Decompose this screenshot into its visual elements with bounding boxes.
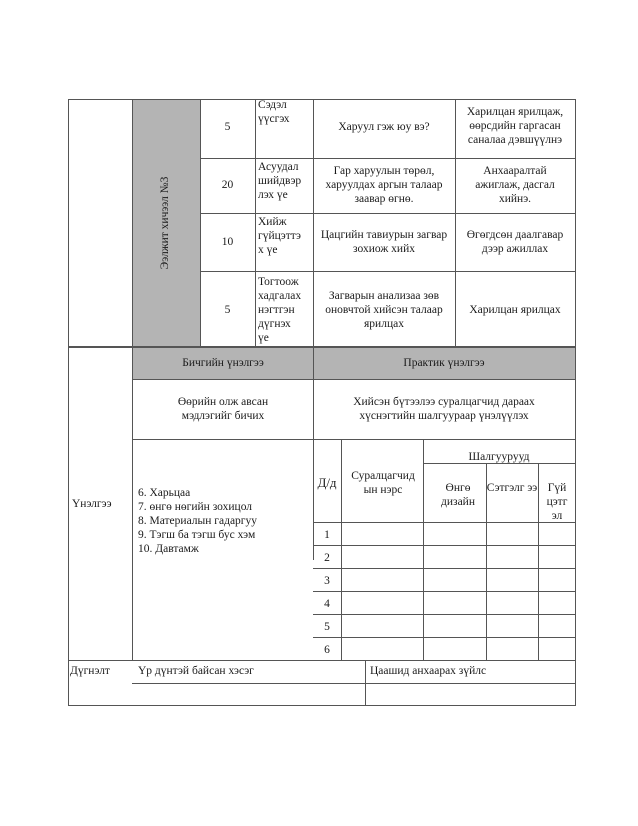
- minutes: 5: [224, 121, 231, 133]
- grid-line: [341, 439, 342, 660]
- grid-line: [132, 683, 576, 684]
- conclusion-good: Үр дүнтэй байсан хэсэг: [138, 665, 254, 677]
- method: Анхааралтай ажиглаж, дасгал хийнэ.: [475, 165, 555, 205]
- assessment-label: Үнэлгээ: [72, 498, 112, 510]
- list-item: 7. өнгө нөгийн зохицол: [138, 501, 253, 513]
- grid-line: [68, 705, 576, 706]
- grid-line: [255, 99, 256, 346]
- stage-label: Ээлжит хичээл №3: [159, 176, 171, 270]
- grid-line: [68, 660, 576, 661]
- content: Цацгийн тавиурын загвар зохиож хийх: [320, 229, 448, 255]
- activity: Тогтоож хадгалах нэгтгэн дүгнэх үе: [258, 276, 302, 344]
- activity: Асуудал шийдвэр лэх үе: [258, 161, 302, 201]
- grid-line: [423, 439, 424, 660]
- content: Гар харуулын төрөл, харуулдах аргын талаар заавар өгнө.: [325, 165, 443, 205]
- criterion-3: Гүй цэтг эл: [546, 482, 568, 522]
- list-item: 8. Материалын гадаргуу: [138, 515, 258, 527]
- conclusion-attention: Цаашид анхаарах зүйлс: [370, 665, 487, 677]
- row-number: 5: [324, 621, 330, 633]
- list-item: 10. Давтамж: [138, 543, 199, 555]
- activity: Хийж гүйцэттэ х үе: [258, 216, 301, 256]
- student-header: Суралцагчид ын нэрс: [351, 470, 415, 496]
- grid-line: [313, 614, 576, 615]
- grid-line: [200, 213, 576, 214]
- grid-line: [132, 439, 576, 440]
- no-header: Д/д: [317, 475, 337, 490]
- grid-line: [68, 99, 576, 100]
- list-item: 6. Харьцаа: [138, 487, 191, 499]
- list-item: 9. Тэгш ба тэгш бус хэм: [138, 529, 256, 541]
- grid-line: [538, 463, 539, 660]
- written-assessment-header: Бичгийн үнэлгээ: [182, 357, 264, 369]
- grid-line: [313, 591, 576, 592]
- grid-line: [68, 346, 576, 348]
- method: Өгөгдсөн даалгавар дээр ажиллах: [466, 229, 564, 255]
- criterion-2: Сэтгэлг ээ: [486, 482, 538, 494]
- grid-line: [313, 545, 576, 546]
- written-description: Өөрийн олж авсан мэдлэгийг бичих: [177, 396, 269, 422]
- grid-line: [313, 568, 576, 569]
- grid-line: [313, 522, 576, 523]
- content: Харуул гэж юу вэ?: [338, 121, 430, 133]
- criterion-1: Өнгө дизайн: [441, 482, 475, 508]
- grid-line: [200, 271, 576, 272]
- row-number: 4: [324, 598, 330, 610]
- practical-description: Хийсэн бүтээлээ суралцагчид дараах хүснэгтийн шалгуураар үнэлүүлэх: [353, 396, 535, 422]
- row-number: 3: [324, 575, 330, 587]
- method: Харилцан ярилцаж, өөрсдийн гаргасан саналаа дэвшүүлнэ: [466, 106, 564, 146]
- row-number: 1: [324, 529, 330, 541]
- method: Харилцан ярилцах: [469, 304, 561, 316]
- row-number: 2: [324, 552, 330, 564]
- minutes: 10: [221, 236, 234, 248]
- grid-line: [132, 379, 576, 380]
- minutes: 20: [221, 179, 234, 191]
- row-number: 6: [324, 644, 330, 656]
- practical-assessment-header: Практик үнэлгээ: [403, 357, 485, 369]
- content: Загварын анализаа зөв оновчтой хийсэн талаар ярилцах: [325, 290, 443, 330]
- minutes: 5: [224, 304, 231, 316]
- activity: Сэдэл үүсгэх: [258, 99, 290, 125]
- grid-line: [200, 158, 576, 159]
- conclusion-label: Дүгнэлт: [70, 665, 110, 677]
- grid-line: [68, 99, 69, 706]
- criteria-header: Шалгуурууд: [468, 451, 530, 463]
- grid-line: [313, 637, 576, 638]
